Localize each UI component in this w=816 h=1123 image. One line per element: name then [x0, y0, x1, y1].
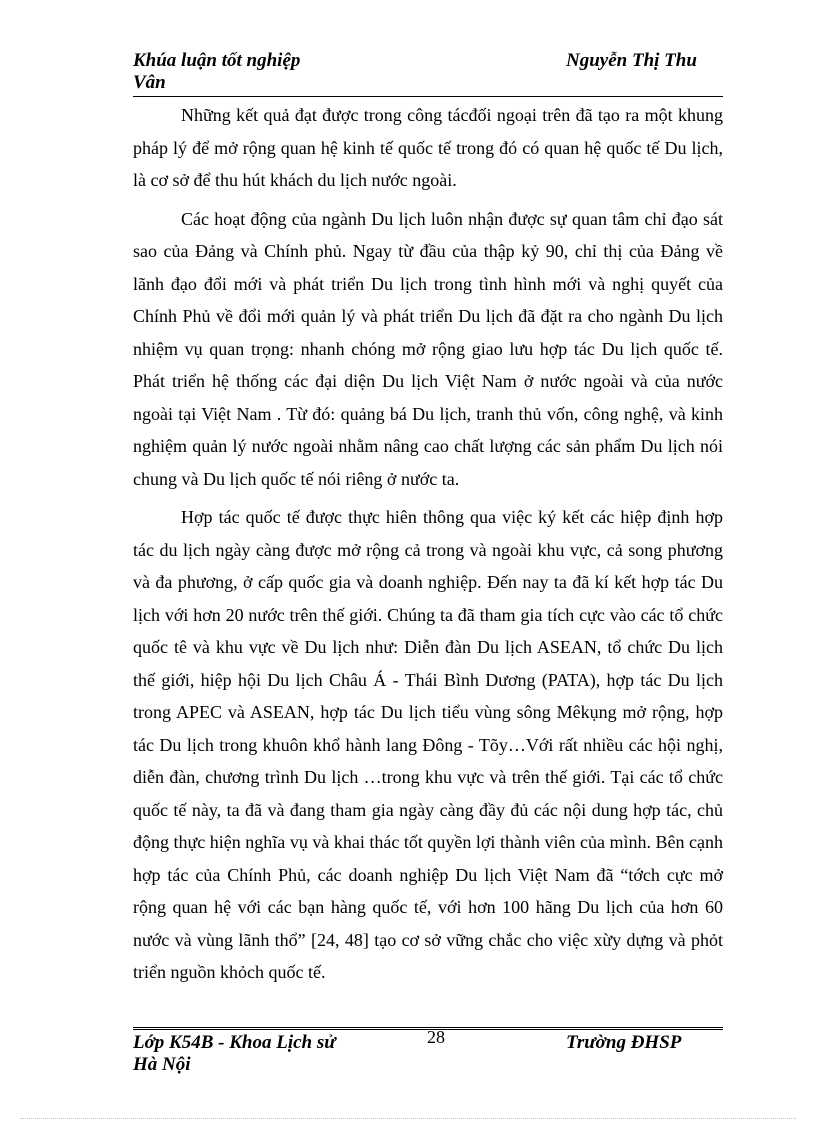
paragraph-3: Hợp tác quốc tế được thực hiên thông qua việc ký kết các hiệp định hợp tác du lịch ngày càng được mở rộng cả trong và ngoài khu vực, cả song phương và đa phương, ở cấp quốc gia và doanh nghiệp. Đến nay ta đã kí kết hợp tác Du lịch với hơn 20 nước trên thế giới. Chúng ta đã tham gia tích cực vào các tổ chức quốc tê và khu vực về Du lịch như: Diễn đàn Du lịch ASEAN, tổ chức Du lịch thế giới, hiệp hội Du lịch Châu Á - Thái Bình Dương (PATA), hợp tác Du lịch trong APEC và ASEAN, hợp tác Du lịch tiểu vùng sông Mêkụng mở rộng, hợp tác Du lịch trong khuôn khổ hành lang Đông - Tõy…Với rất nhiều các hội nghị, diễn đàn, chương trình Du lịch …trong khu vực và trên thế giới. Tại các tổ chức quốc tế này, ta đã và đang tham gia ngày càng đầy đủ các nội dung hợp tác, chủ động thực hiện nghĩa vụ và khai thác tốt quyền lợi thành viên của mình. Bên cạnh hợp tác của Chính Phủ, các doanh nghiệp Du lịch Việt Nam đã “tớch cực mở rộng quan hệ với các bạn hàng quốc tế, với hơn 100 hãng Du lịch của hơn 60 nước và vùng lãnh thổ” [24, 48] tạo cơ sở vững chắc cho việc xừy dựng và phỏt triển nguồn khỏch quốc tế.	[133, 507, 723, 982]
header-author-name-continued: Vân	[133, 72, 166, 93]
footer-university: Trường ĐHSP	[566, 1032, 682, 1053]
page-edge-line	[20, 1118, 796, 1119]
footer-class-department: Lớp K54B - Khoa Lịch sử	[133, 1032, 336, 1053]
paragraph-2: Các hoạt động của ngành Du lịch luôn nhận được sự quan tâm chỉ đạo sát sao của Đảng và Chính phủ. Ngay từ đầu của thập kỷ 90, chỉ thị của Đảng về lãnh đạo đổi mới và phát triển Du lịch trong tình hình mới và nghị quyết của Chính Phủ về đổi mới quản lý và phát triển Du lịch đã đặt ra cho ngành Du lịch nhiệm vụ quan trọng: nhanh chóng mở rộng giao lưu hợp tác Du lịch quốc tế. Phát triển hệ thống các đại diện Du lịch Việt Nam ở nước ngoài và của nước ngoài tại Việt Nam . Từ đó: quảng bá Du lịch, tranh thủ vốn, công nghệ, và kinh nghiệm quản lý nước ngoài nhằm nâng cao chất lượng các sản phẩm Du lịch nói chung và Du lịch quốc tế nói riêng ở nước ta.	[133, 208, 723, 489]
paragraph-1: Những kết quả đạt được trong công tácđối ngoại trên đã tạo ra một khung pháp lý để mở rộng quan hệ kinh tế quốc tế trong đó có quan hệ quốc tế Du lịch, là cơ sở để thu hút khách du lịch nước ngoài.	[133, 105, 723, 190]
document-body	[133, 99, 723, 995]
page-header	[133, 50, 723, 98]
header-author-name: Nguyễn Thị Thu	[566, 50, 697, 71]
page-number: 28	[427, 1027, 445, 1047]
header-thesis-title: Khúa luận tốt nghiệp	[133, 50, 301, 71]
footer-city: Hà Nội	[133, 1054, 191, 1075]
header-divider	[133, 96, 723, 97]
page-footer	[133, 1027, 723, 1080]
